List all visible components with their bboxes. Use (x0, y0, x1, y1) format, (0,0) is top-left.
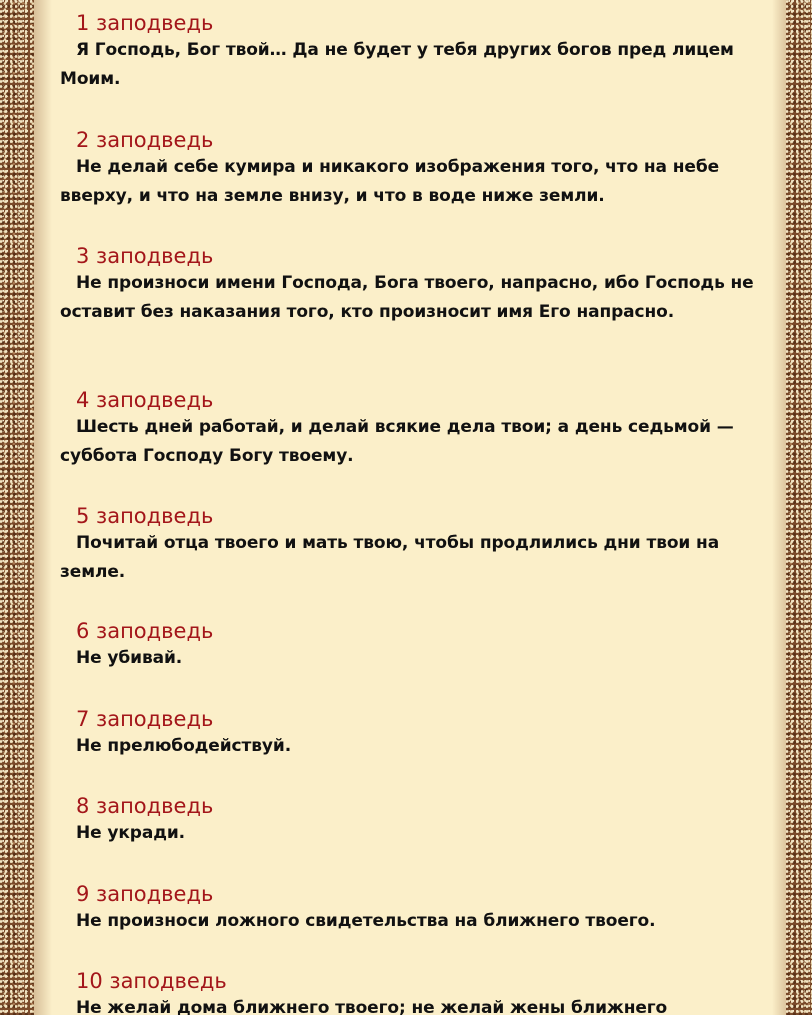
commandment-heading: 4 заподведь (76, 388, 214, 412)
commandment-7 (60, 706, 760, 761)
left-border-shadow (34, 0, 52, 1015)
commandment-text: Не произноси ложного свидетельства на ближнего твоего. (76, 911, 656, 931)
commandment-9 (60, 881, 760, 936)
commandment-5 (60, 503, 760, 587)
commandment-text: Не укради. (76, 823, 186, 843)
commandment-10 (60, 968, 760, 1015)
commandment-8 (60, 793, 760, 848)
commandment-2 (60, 127, 760, 211)
commandment-heading: 1 заподведь (76, 11, 214, 35)
commandment-text: Не убивай. (76, 648, 183, 668)
commandment-text: Не прелюбодействуй. (76, 736, 292, 756)
commandment-text: Не произноси имени Господа, Бога твоего, напрасно, ибо Господь не оставит без наказания того, кто произносит имя Его напрасно. (60, 273, 754, 322)
commandment-text: Не желай дома ближнего твоего; не желай жены ближнего (76, 998, 668, 1015)
commandment-heading: 7 заподведь (76, 707, 214, 731)
right-border-shadow (772, 0, 786, 1015)
commandment-1 (60, 10, 760, 94)
commandment-heading: 9 заподведь (76, 882, 214, 906)
commandment-text: Шесть дней работай, и делай всякие дела твои; а день седьмой — суббота Господу Богу твоему. (60, 417, 734, 466)
commandment-heading: 10 заподведь (76, 969, 227, 993)
commandment-3 (60, 243, 760, 327)
commandment-6 (60, 618, 760, 673)
commandment-heading: 5 заподведь (76, 504, 214, 528)
right-decorative-border (786, 0, 812, 1015)
left-decorative-border (0, 0, 34, 1015)
commandment-text: Не делай себе кумира и никакого изображения того, что на небе вверху, и что на земле внизу, и что в воде ниже земли. (60, 157, 720, 206)
commandment-4 (60, 387, 760, 471)
commandment-heading: 2 заподведь (76, 128, 214, 152)
commandment-text: Почитай отца твоего и мать твою, чтобы продлились дни твои на земле. (60, 533, 720, 582)
commandment-text: Я Господь, Бог твой… Да не будет у тебя других богов пред лицем Моим. (60, 40, 734, 89)
commandment-heading: 6 заподведь (76, 619, 214, 643)
commandment-heading: 8 заподведь (76, 794, 214, 818)
commandment-heading: 3 заподведь (76, 244, 214, 268)
